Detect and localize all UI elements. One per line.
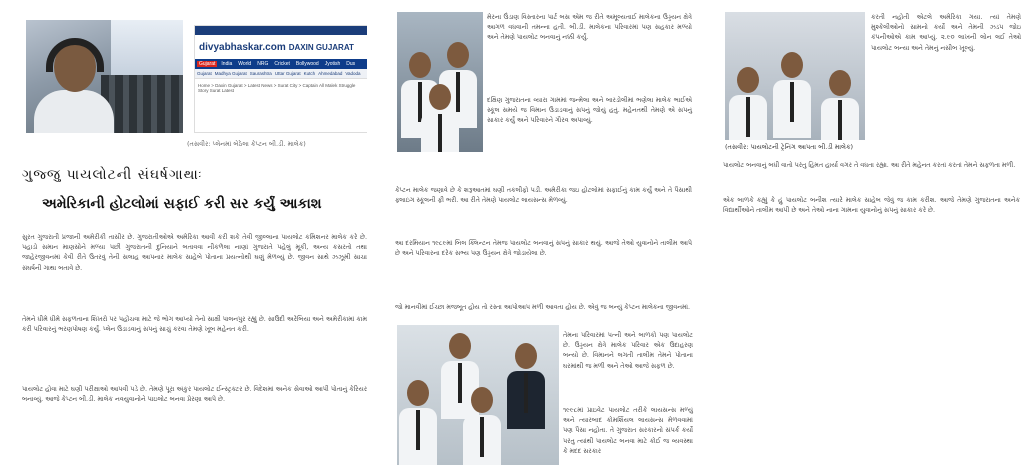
nav-item: India — [221, 61, 233, 67]
headset-icon — [46, 38, 104, 72]
nav-item: NRG — [257, 61, 269, 67]
pilot-figure — [399, 380, 437, 465]
subnav-item: Saurashtra — [249, 71, 272, 76]
pilot-shirt — [34, 90, 114, 133]
left-column — [22, 0, 367, 472]
website-logo: divyabhaskar.com — [199, 41, 286, 53]
subnav-item: Uttar Gujarat — [274, 71, 301, 76]
article-paragraph: પાયલોટ હોવા માટે ઘણી પરીક્ષાઓ આપવી પડે છે. તેમણે પૂરા અંકુર પાયલોટ ઈન્સ્ટ્રક્ટર છે. વિદેશમાં અનેક સેવાઓ આપી પોતાનું કેરિયર બનાવ્યું. આજે કેપ્ટન બી.ડી. માલેક નવયુવાનોને પાઇલોટ બનવા પ્રેરણા આપે છે. — [22, 385, 367, 404]
website-subnav — [195, 69, 367, 78]
subnav-item: Madhya Gujarat — [214, 71, 247, 76]
trainee-figure — [729, 67, 767, 140]
article-paragraph: સુરત ગુજરાતી પ્રજાની અમેરીકી તાસીર છે. ગુજરાતીઓએ અમેરિકા આવી કરી શકે તેવી જીલ્લાના પાયલોટ કમિશનર માલેક કરે છે. પહાડો સમાન માણસોને મળ્યા પછી ગુજરાતની દુનિયાને બતાવવા નીકળેલા નાણાં ગુજરાતે પહેલું મૂકી, અન્ય કસરતો તથા જાહેરજીવનમાં કેવી રીતે ઉતરવું તેની સલાહ આપનાર માલેક સાહેબે પોતાના પ્રયત્નોથી ઘણું મેળવ્યું છે. જીવન સાથે ઝઝૂમી સાચા સંઘર્ષની ગાથા બતાવે છે. — [22, 233, 367, 272]
website-edition: DAXIN GUJARAT — [288, 42, 354, 52]
trainee-figure — [821, 70, 859, 140]
article-paragraph: કરતી નહોતી એટલે અમેરિકા ગયા. ત્યાં તેમણે મુશ્કેલીઓનો સામનો કર્યો અને તેમની ઝડપ જોઇ કંપનીઓએ કામ આપ્યું. ૨.૯૦ લાખની લોન લઈ તેઓ પાયલોટ બન્યા અને તેમનું નસીબ ખૂલ્યું. — [871, 13, 1021, 52]
article-paragraph: દક્ષિણ ગુજરાતના વ્યારા ગામમાં જન્મેલા અને બારડોલીમાં ભણેલા માલેક ભાઈએ સ્કૂલ સમયે જ વિમાન ઉડાડવાનું સપનું જોયું હતું. મહેનતથી તેમણે એ સપનું સાકાર કર્યું અને પરિવારને ગૌરવ અપાવ્યું. — [487, 96, 692, 125]
nav-item: Gujarat — [199, 61, 216, 67]
article-paragraph: આ દરમિયાન ૧૯૮૯માં બિલ ક્લિન્ટન તેમજ પાયલોટ બનવાનું સપનું સાકાર થયું. આજે તેઓ યુવાનોને તાલીમ આપે છે અને પરિવારના દરેક સભ્ય પણ ઉડ્ડયન ક્ષેત્રે જોડાયેલા છે. — [395, 239, 692, 258]
nav-item: Bollywood — [295, 61, 319, 67]
nav-item: World — [238, 61, 252, 67]
pilot-figure — [421, 84, 459, 152]
family-group-photo — [397, 325, 559, 465]
nav-item: Jyotish — [324, 61, 341, 67]
right-column — [723, 0, 1023, 472]
nav-item: Dus — [346, 61, 356, 67]
photo-caption: (તસવીર: પાયલોટની ટ્રેનિંગ આપતા બી.ડી માલેક) — [725, 143, 854, 151]
article-paragraph: જો માનવીમાં ઈચ્છા મજબૂત હોય તો રસ્તા આપોઆપ મળી આવતા હોય છે. એવું જ બન્યું કેપ્ટન માલેકના જીવનમાં. — [395, 303, 691, 311]
website-nav — [195, 59, 367, 69]
article-paragraph: કેપ્ટન માલેક જણાવે છે કે શરૂઆતમાં ઘણી તકલીફો પડી. અમેરીકા જઇ હોટલોમાં સફાઈનું કામ કર્યું અને તે પૈસાથી ફ્લાઇંગ સ્કૂલની ફી ભરી. આ રીતે તેમણે પાયલોટ લાયસન્સ મેળવ્યું. — [395, 186, 692, 205]
website-screenshot — [194, 25, 367, 133]
family-pilots-photo — [397, 12, 483, 152]
cockpit-window — [111, 20, 183, 75]
article-paragraph: તેમને ધીમે ધીમે સફળતાના શિખરો પર પહોંચવા માટે જે ભોગ આપ્યો તેનો સાક્ષી પાલનપુર રહ્યું છે. સાઉદી અરેબિયા અને અમેરીકામાં કામ કરી પરિવારનું ભરણપોષણ કર્યું. પ્લેન ઉડાડવાનું સપનું સાચું કરવા તેમણે ખૂબ મહેનત કરી. — [22, 315, 367, 334]
subnav-item: Gujarat — [197, 71, 212, 76]
photo-caption: (તસવીર: પ્લેનમાં બેઠેલા કેપ્ટન બી.ડી. માલેક) — [187, 140, 306, 148]
subheadline: અમેરિકાની હોટલોમાં સફાઈ કરી સર કર્યું આકાશ — [42, 196, 322, 212]
middle-column — [395, 0, 695, 472]
training-photo — [725, 12, 865, 140]
pilot-figure — [507, 343, 545, 429]
website-logo-row — [195, 35, 367, 59]
nav-item: Cricket — [274, 61, 290, 67]
article-paragraph: એક બાળકે કહ્યું કે હું પાયલોટ બનીશ ત્યારે માલેક સાહેબ જેવું જ કામ કરીશ. આજે તેમણે ગુજરાતના અનેક વિદ્યાર્થીઓને તાલીમ આપી છે અને તેઓ નાના ગામના યુવાનોનું સપનું સાકાર કરે છે. — [723, 196, 1020, 215]
trainee-figure — [773, 52, 811, 138]
article-paragraph: ૧૯૯૮માં પ્રાઇવેટ પાયલોટ તરીકે લાયસન્સ મળ્યું અને ત્યારબાદ કોમર્શિયલ લાયસન્સ મેળવવામાં પણ પૈસા નહોતા. તે ગુજરાત સરકારનો સંપર્ક કર્યો પરંતુ ત્યાંથી પાયલોટ બનવા માટે કોઈ જ વ્યવસ્થા કે મદદ સરકાર — [563, 406, 693, 455]
headline: ગુજ્જુ પાયલોટની સંઘર્ષગાથાઃ — [22, 167, 203, 183]
article-paragraph: પાયલોટ બનવાનું બધી વાતો પરંતુ હિંમત હાર્યા વગર તે વધતા રહ્યા. આ રીતે મહેનત કરતાં કરતાં તેમને સફળતા મળી. — [723, 161, 1016, 169]
website-topbar — [195, 26, 367, 35]
article-paragraph: તેમના પરિવારમાં પત્ની અને બાળકો પણ પાયલોટ છે. ઉડ્ડયન ક્ષેત્રે માલેક પરિવાર એક ઉદાહરણ બન્યો છે. વિમાનને લગતી તાલીમ તેમને પોતાના ઘરમાંથી જ મળી અને તેઓ આજે સફળ છે. — [563, 331, 693, 370]
cockpit-photo — [26, 20, 183, 133]
article-paragraph: મેરના ઉંડાણ વિસ્તારના પાર્ટ બસ એમ જ રીતે અમૂલ્યતાઈ માલેકના ઉડ્ડયન ક્ષેત્રે આગળ વધવાની તમન્ના હતી. બી.ડી. માલેકના પરિવારમાં પણ સહકાર મળ્યો અને તેમણે પાયલોટ બનવાનું નક્કી કર્યું. — [487, 13, 692, 42]
website-breadcrumb: Home > Daxin Gujarat > Latest News > Surat City > Captain All Malek Struggle Story Surat Latest — [195, 78, 367, 97]
pilot-figure — [463, 387, 501, 465]
subnav-item: Ahmedabad — [318, 71, 343, 76]
subnav-item: Vadoda — [345, 71, 361, 76]
subnav-item: Kutch — [303, 71, 316, 76]
